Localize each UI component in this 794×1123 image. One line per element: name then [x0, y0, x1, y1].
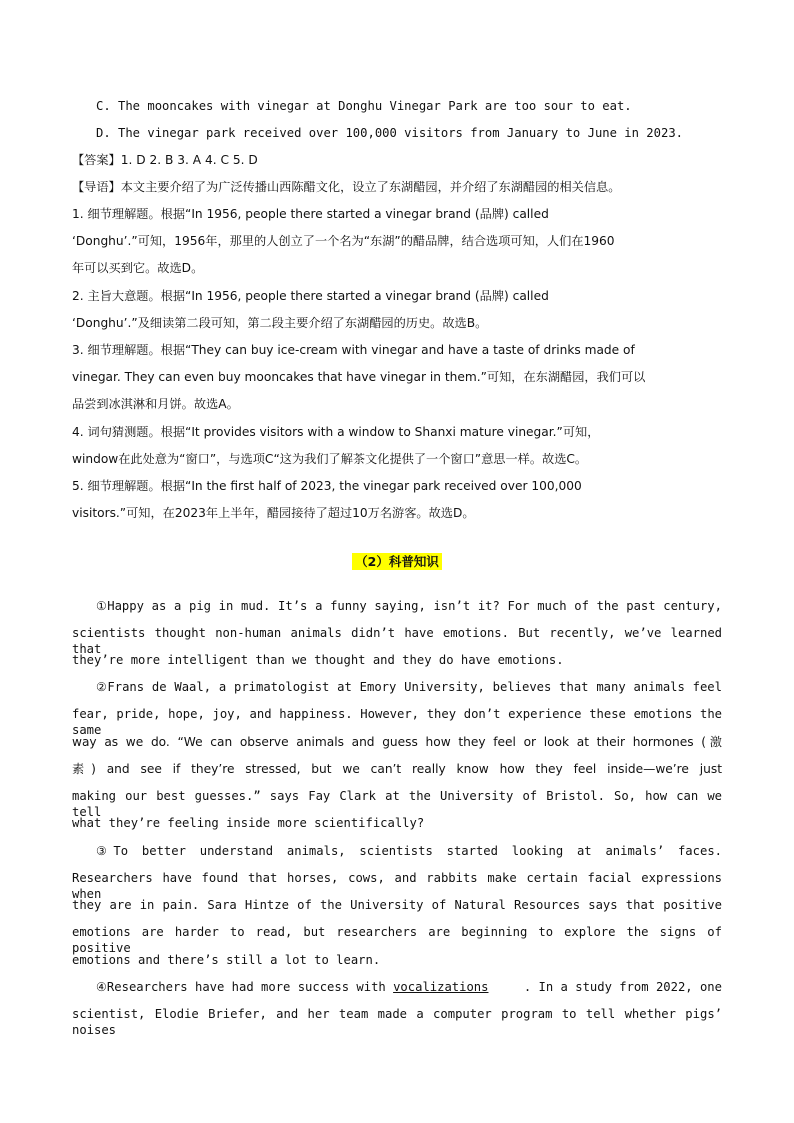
explanation-line: 4. 词句猜测题。根据“It provides visitors with a window to Shanxi mature vinegar.”可知， — [72, 425, 600, 439]
explanation-line: 2. 主旨大意题。根据“In 1956, people there started a vinegar brand (品牌) called — [72, 289, 549, 303]
explanation-line: vinegar. They can even buy mooncakes that have vinegar in them.”可知，在东湖醋园，我们可以 — [72, 370, 646, 384]
passage-line — [96, 979, 722, 995]
explanation-line: window在此处意为“窗口”，与选项C“这为我们了解茶文化提供了一个窗口”意思一样。故选C。 — [72, 452, 588, 466]
passage-line: what they’re feeling inside more scientifically? — [72, 816, 425, 830]
passage-line: 素) and see if they’re stressed, but we can’t really know how they feel inside—we’re just — [72, 762, 722, 776]
explanation-line: 年可以买到它。故选D。 — [72, 261, 204, 275]
explanation-line: 5. 细节理解题。根据“In the first half of 2023, the vinegar park received over 100,000 — [72, 479, 582, 493]
explanation-line: 品尝到冰淇淋和月饼。故选A。 — [72, 397, 239, 411]
passage-line: ②Frans de Waal, a primatologist at Emory University, believes that many animals feel — [96, 680, 722, 694]
option-d: D. The vinegar park received over 100,000 visitors from January to June in 2023. — [96, 126, 683, 140]
passage-line: Researchers have found that horses, cows, and rabbits make certain facial expressions when — [72, 871, 722, 901]
passage-fragment — [96, 979, 488, 995]
answer-line: 【答案】1. D 2. B 3. A 4. C 5. D — [72, 153, 258, 167]
passage-line: ①Happy as a pig in mud. It’s a funny saying, isn’t it? For much of the past century, — [96, 599, 722, 613]
section-title-text: （2）科普知识 — [352, 553, 442, 570]
underlined-word: vocalizations — [393, 980, 489, 994]
passage-line: ③To better understand animals, scientists started looking at animals’ faces. — [96, 844, 722, 858]
passage-line: way as we do. “We can observe animals and guess how they feel or look at their hormones (激 — [72, 735, 722, 749]
passage-line: they are in pain. Sara Hintze of the University of Natural Resources says that positive — [72, 898, 722, 912]
passage-line: emotions are harder to read, but researchers are beginning to explore the signs of positive — [72, 925, 722, 955]
explanation-line: 3. 细节理解题。根据“They can buy ice-cream with vinegar and have a taste of drinks made of — [72, 343, 635, 357]
passage-fragment-rest: . In a study from 2022, one — [523, 980, 722, 994]
explanation-line: visitors.”可知，在2023年上半年，醋园接待了超过10万名游客。故选D。 — [72, 506, 475, 520]
passage-line: scientist, Elodie Briefer, and her team made a computer program to tell whether pigs’ noises — [72, 1007, 722, 1037]
option-c: C. The mooncakes with vinegar at Donghu Vinegar Park are too sour to eat. — [96, 99, 632, 113]
explanation-line: ‘Donghu’.”及细读第二段可知，第二段主要介绍了东湖醋园的历史。故选B。 — [72, 316, 488, 330]
section-title — [0, 551, 794, 570]
passage-line: fear, pride, hope, joy, and happiness. However, they don’t experience these emotions the same — [72, 707, 722, 737]
explanation-line: 1. 细节理解题。根据“In 1956, people there started a vinegar brand (品牌) called — [72, 207, 549, 221]
passage-line: emotions and there’s still a lot to learn. — [72, 953, 381, 967]
passage-line: scientists thought non-human animals didn’t have emotions. But recently, we’ve learned that — [72, 626, 722, 656]
passage-fragment-start: ④Researchers have had more success with — [96, 980, 394, 994]
passage-line: they’re more intelligent than we thought and they do have emotions. — [72, 653, 564, 667]
guide-line: 【导语】本文主要介绍了为广泛传播山西陈醋文化，设立了东湖醋园，并介绍了东湖醋园的相关信息。 — [72, 180, 621, 194]
passage-line: making our best guesses.” says Fay Clark at the University of Bristol. So, how can we tell — [72, 789, 722, 819]
explanation-line: ‘Donghu’.”可知，1956年，那里的人创立了一个名为“东湖”的醋品牌，结合选项可知，人们在1960 — [72, 234, 615, 248]
